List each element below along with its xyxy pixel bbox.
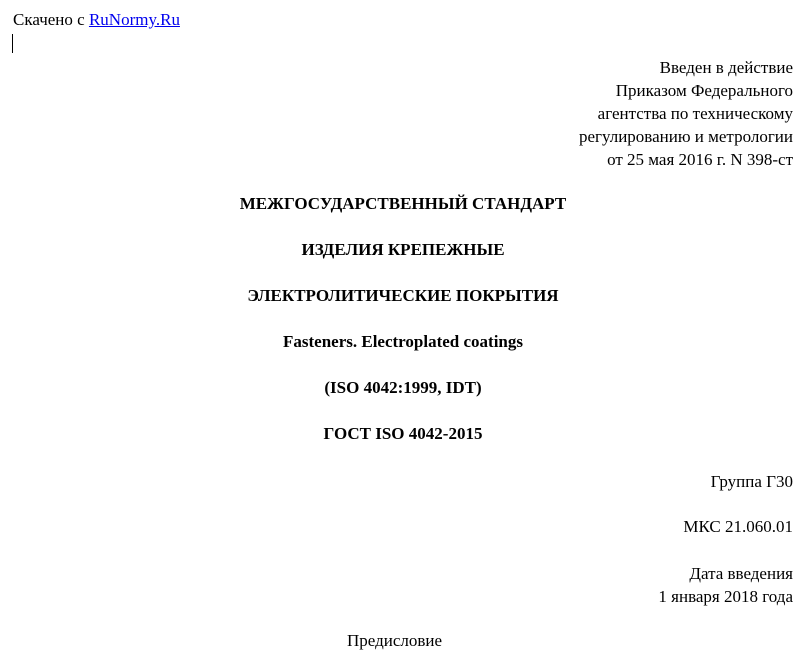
introduction-line: регулированию и метрологии bbox=[578, 127, 793, 146]
introduction-line: Введен в действие bbox=[659, 58, 793, 77]
title-line-1: ИЗДЕЛИЯ КРЕПЕЖНЫЕ bbox=[301, 240, 505, 259]
standard-type-heading: МЕЖГОСУДАРСТВЕННЫЙ СТАНДАРТ bbox=[239, 194, 567, 213]
effective-date-value: 1 января 2018 года bbox=[658, 587, 793, 606]
effective-date-label: Дата введения bbox=[689, 564, 793, 583]
group-classification: Группа Г30 bbox=[710, 472, 793, 491]
introduction-line: агентства по техническому bbox=[597, 104, 793, 123]
mks-classification: МКС 21.060.01 bbox=[683, 517, 793, 536]
iso-reference: (ISO 4042:1999, IDT) bbox=[324, 378, 482, 397]
source-prefix: Скачено с bbox=[13, 10, 89, 29]
standard-code: ГОСТ ISO 4042-2015 bbox=[323, 424, 483, 443]
text-cursor bbox=[12, 34, 13, 53]
introduction-line: от 25 мая 2016 г. N 398-ст bbox=[607, 150, 793, 169]
source-line bbox=[13, 9, 180, 31]
title-line-2: ЭЛЕКТРОЛИТИЧЕСКИЕ ПОКРЫТИЯ bbox=[247, 286, 559, 305]
introduction-block bbox=[579, 56, 793, 171]
english-title: Fasteners. Electroplated coatings bbox=[282, 332, 523, 351]
foreword-heading: Предисловие bbox=[347, 631, 443, 650]
source-link[interactable]: RuNormy.Ru bbox=[88, 10, 180, 29]
effective-date-block bbox=[658, 562, 793, 608]
introduction-line: Приказом Федерального bbox=[615, 81, 793, 100]
